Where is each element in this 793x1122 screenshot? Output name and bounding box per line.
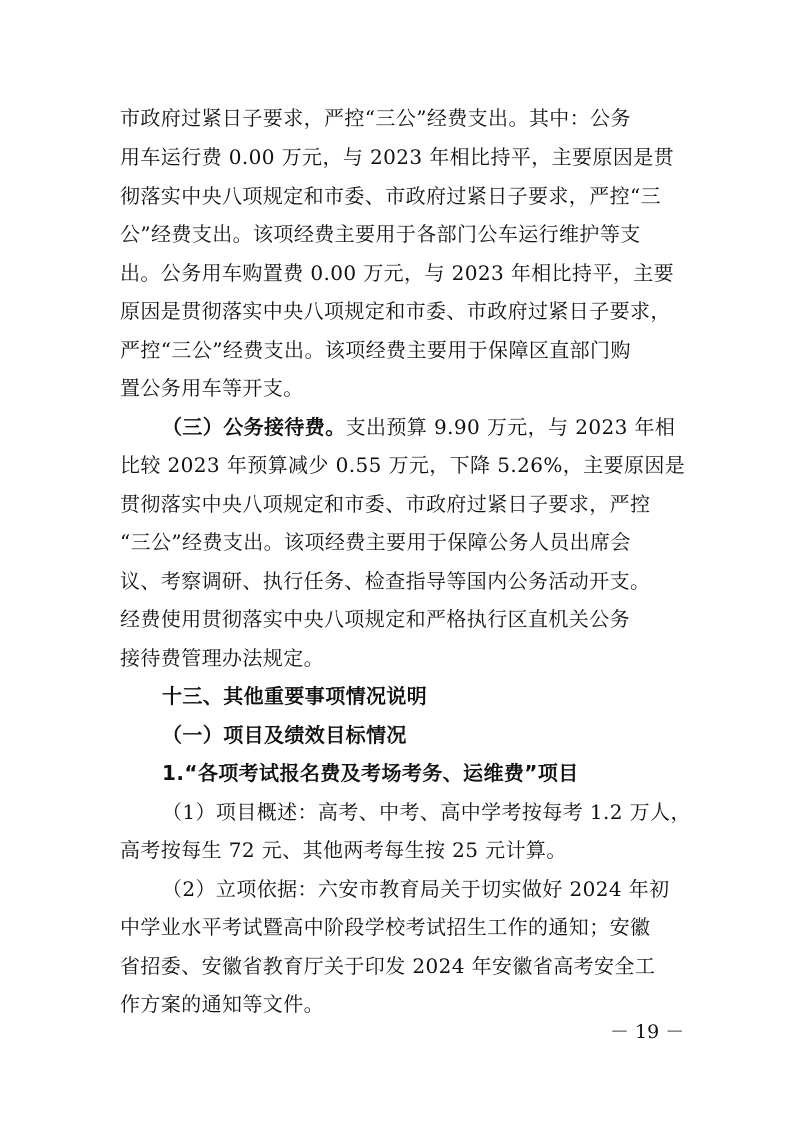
body-line: 中学业水平考试暨高中阶段学校考试招生工作的通知；安徽: [120, 915, 651, 939]
section-13-heading: 十三、其他重要事项情况说明: [162, 684, 428, 708]
body-line: 作方案的通知等文件。: [120, 992, 324, 1016]
body-line: 用车运行费 0.00 万元，与 2023 年相比持平，主要原因是贯: [120, 145, 675, 169]
section-reception-lead: 支出预算 9.90 万元，与 2023 年相: [345, 415, 676, 439]
section-reception-first-line: [162, 413, 675, 441]
subsection-heading: （一）项目及绩效目标情况: [162, 723, 407, 747]
body-line: 经费使用贯彻落实中央八项规定和严格执行区直机关公务: [120, 607, 630, 631]
body-line: 出。公务用车购置费 0.00 万元，与 2023 年相比持平，主要: [120, 261, 675, 285]
body-line: 议、考察调研、执行任务、检查指导等国内公务活动开支。: [120, 569, 651, 593]
section-reception-heading: （三）公务接待费。: [162, 415, 346, 439]
body-line: 高考按每生 72 元、其他两考每生按 25 元计算。: [120, 838, 567, 862]
project-title: 1.“各项考试报名费及考场考务、运维费”项目: [162, 761, 579, 785]
body-line: “三公”经费支出。该项经费主要用于保障公务人员出席会: [120, 530, 631, 554]
body-line: 比较 2023 年预算减少 0.55 万元，下降 5.26%，主要原因是: [120, 453, 686, 477]
body-line: 原因是贯彻落实中央八项规定和市委、市政府过紧日子要求，: [120, 299, 671, 323]
body-line: 置公务用车等开支。: [120, 376, 304, 400]
body-line: 省招委、安徽省教育厅关于印发 2024 年安徽省高考安全工: [120, 954, 656, 978]
page-number: － 19 －: [610, 1021, 685, 1043]
body-line: 严控“三公”经费支出。该项经费主要用于保障区直部门购: [120, 338, 631, 362]
body-line: 公”经费支出。该项经费主要用于各部门公车运行维护等支: [120, 222, 641, 246]
body-line: 彻落实中央八项规定和市委、市政府过紧日子要求，严控“三: [120, 184, 662, 208]
body-line: （2）立项依据：六安市教育局关于切实做好 2024 年初: [162, 877, 670, 901]
body-line: 贯彻落实中央八项规定和市委、市政府过紧日子要求，严控: [120, 492, 651, 516]
body-line: （1）项目概述：高考、中考、高中学考按每考 1.2 万人，: [162, 800, 691, 824]
body-line: 接待费管理办法规定。: [120, 646, 324, 670]
body-line: 市政府过紧日子要求，严控“三公”经费支出。其中：公务: [120, 106, 631, 130]
